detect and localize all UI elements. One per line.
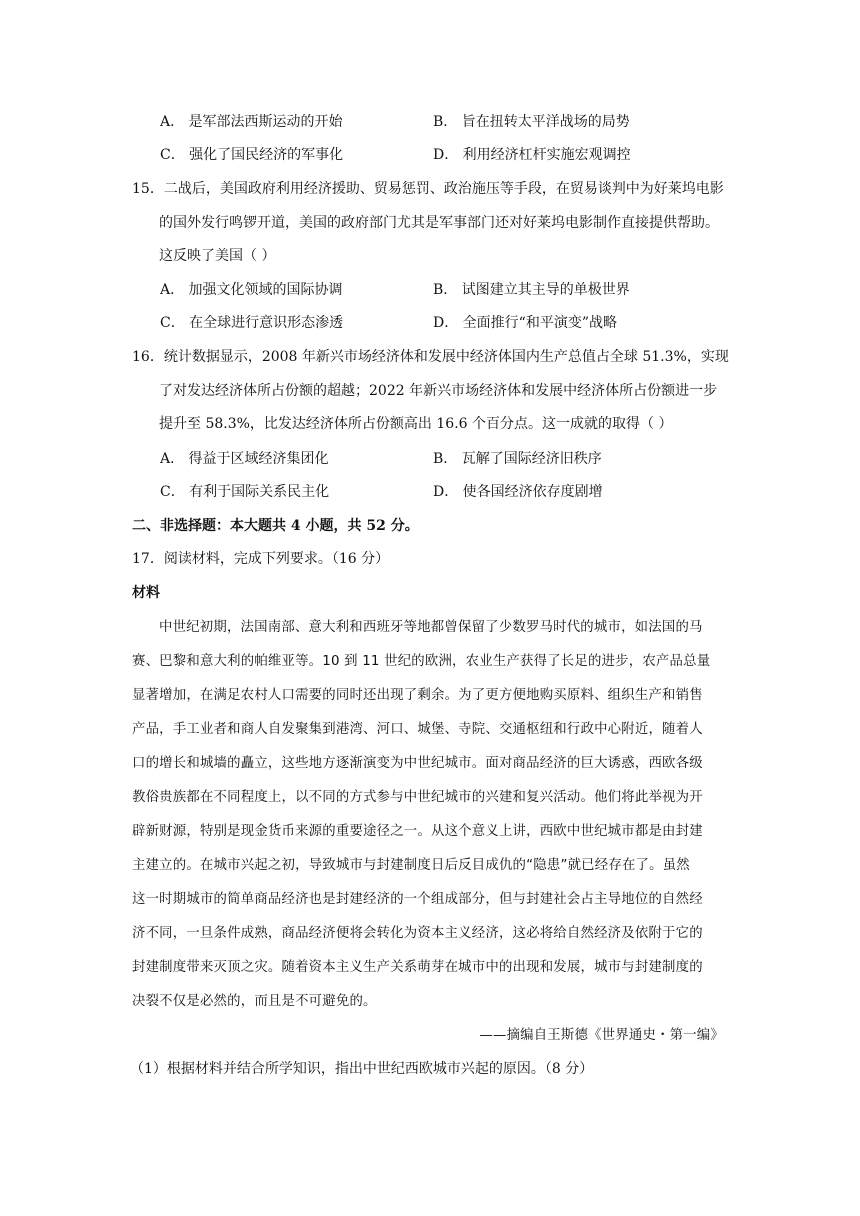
- q16-option-d: D． 使各国经济依存度剧增: [433, 484, 603, 500]
- q16-stem-line: 了对发达经济体所占份额的超越；2022 年新兴市场经济体和发展中经济体所占份额进一步: [159, 383, 718, 399]
- q16-option-a: A． 得益于区域经济集团化: [160, 451, 329, 467]
- material-line: 这一时期城市的简单商品经济也是封建经济的一个组成部分，但与封建社会占主导地位的自然经: [132, 892, 703, 907]
- q15-stem-line: 的国外发行鸣锣开道，美国的政府部门尤其是军事部门还对好莱坞电影制作直接提供帮助。: [159, 215, 719, 231]
- q16-stem-line: 提升至 58.3%，比发达经济体所占份额高出 16.6 个百分点。这一成就的取得（ ）: [159, 416, 673, 432]
- material-line: 教俗贵族都在不同程度上，以不同的方式参与中世纪城市的兴建和复兴活动。他们将此举视为开: [132, 790, 703, 805]
- q15-stem-line: 这反映了美国（ ）: [159, 248, 276, 264]
- material-line: 决裂不仅是必然的，而且是不可避免的。: [132, 994, 377, 1009]
- material-source: ——摘编自王斯德《世界通史・第一编》: [479, 1028, 724, 1043]
- material-line: 中世纪初期，法国南部、意大利和西班牙等地都曾保留了少数罗马时代的城市，如法国的马: [159, 620, 703, 635]
- q16-option-c: C． 有利于国际关系民主化: [160, 484, 330, 500]
- material-line: 辟新财源，特别是现金货币来源的重要途径之一。从这个意义上讲，西欧中世纪城市都是由封建: [132, 824, 703, 839]
- material-line: 封建制度带来灭顶之灾。随着资本主义生产关系萌芽在城市中的出现和发展，城市与封建制度的: [132, 960, 703, 975]
- material-line: 口的增长和城墙的矗立，这些地方逐渐演变为中世纪城市。面对商品经济的巨大诱惑，西欧各级: [132, 756, 703, 771]
- material-line: 主建立的。在城市兴起之初，导致城市与封建制度日后反目成仇的“隐患”就已经存在了。虽然: [132, 858, 690, 873]
- q15-option-b: B． 试图建立其主导的单极世界: [433, 282, 630, 298]
- material-label: 材料: [132, 585, 160, 601]
- material-line: 济不同，一旦条件成熟，商品经济便将会转化为资本主义经济，这必将给自然经济及依附于它的: [132, 926, 703, 941]
- q16-stem-line: 16．统计数据显示，2008 年新兴市场经济体和发展中经济体国内生产总值占全球 51.3%，实现: [132, 349, 729, 365]
- q15-option-d: D． 全面推行“和平演变”战略: [433, 315, 617, 331]
- section-heading: 二、非选择题：本大题共 4 小题，共 52 分。: [132, 518, 419, 534]
- q15-option-a: A． 加强文化领域的国际协调: [160, 282, 343, 298]
- q14-option-b: B． 旨在扭转太平洋战场的局势: [433, 114, 630, 130]
- q17-intro: 17．阅读材料，完成下列要求。（16 分）: [132, 551, 390, 567]
- material-line: 赛、巴黎和意大利的帕维亚等。10 到 11 世纪的欧洲，农业生产获得了长足的进步，农产品总量: [132, 654, 711, 669]
- q14-option-a: A． 是军部法西斯运动的开始: [160, 114, 343, 130]
- q16-option-b: B． 瓦解了国际经济旧秩序: [433, 451, 602, 467]
- q14-option-d: D． 利用经济杠杆实施宏观调控: [433, 147, 631, 163]
- q14-option-c: C． 强化了国民经济的军事化: [160, 147, 344, 163]
- q15-option-c: C． 在全球进行意识形态渗透: [160, 315, 344, 331]
- q17-subquestion-1: （1）根据材料并结合所学知识，指出中世纪西欧城市兴起的原因。（8 分）: [130, 1061, 594, 1077]
- q15-stem-line: 15．二战后，美国政府利用经济援助、贸易惩罚、政治施压等手段，在贸易谈判中为好莱坞电影: [132, 181, 724, 197]
- material-line: 产品，手工业者和商人自发聚集到港湾、河口、城堡、寺院、交通枢纽和行政中心附近，随着人: [132, 722, 703, 737]
- material-line: 显著增加，在满足农村人口需要的同时还出现了剩余。为了更方便地购买原料、组织生产和销售: [132, 688, 703, 703]
